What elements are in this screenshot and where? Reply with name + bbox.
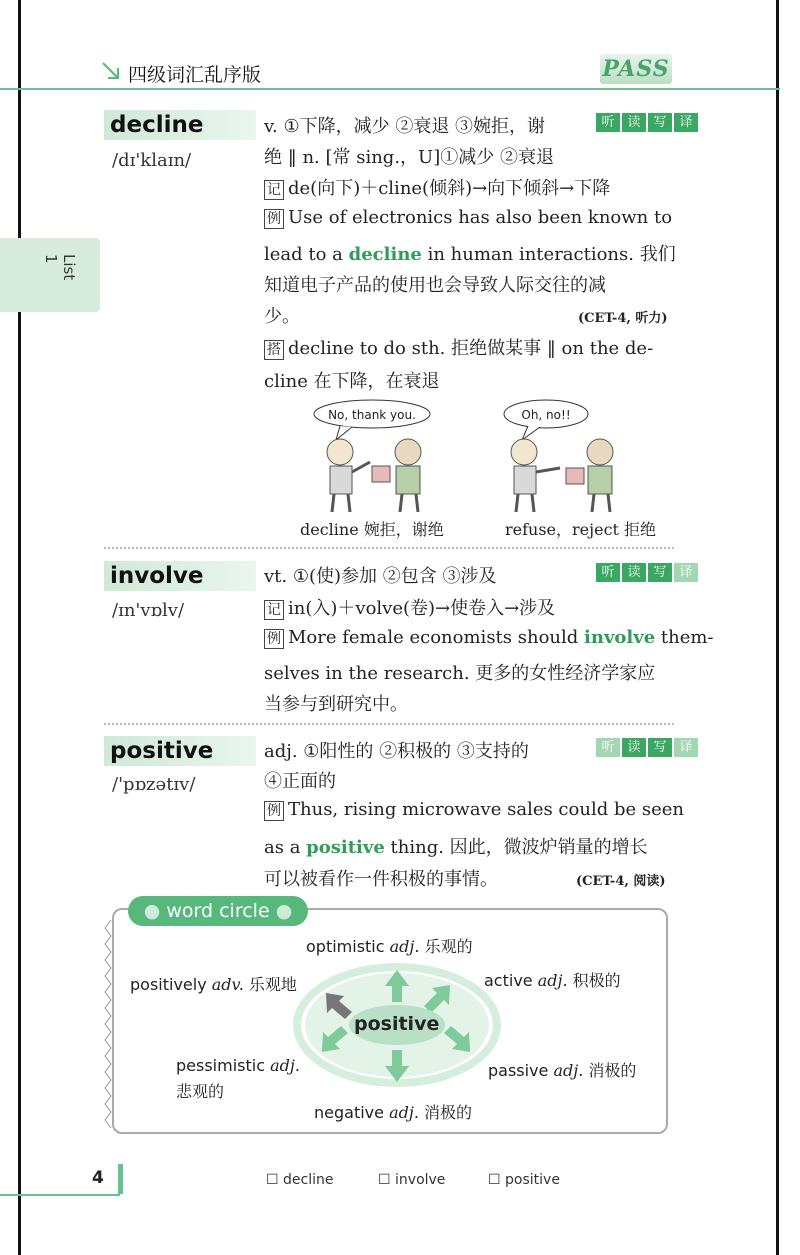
example-line: selves in the research. 更多的女性经济学家应: [264, 663, 656, 684]
example-badge: 例: [264, 801, 284, 821]
checklist-item[interactable]: ☐ decline: [266, 1172, 334, 1188]
speech-bubble-text: Oh, no!!: [521, 408, 571, 422]
header-rule: [0, 88, 780, 90]
phonetic-involve: /ɪn'vɒlv/: [112, 600, 185, 621]
collocation-line: cline 在下降，在衰退: [264, 371, 440, 392]
headword-involve: involve: [104, 561, 256, 591]
example-translation: 少。: [264, 306, 300, 327]
example-badge: 例: [264, 629, 284, 649]
skill-tags: [596, 563, 698, 582]
word-circle-title: ● word circle ●: [128, 896, 308, 926]
tag-listen: 听: [596, 738, 620, 757]
memory-badge: 记: [264, 180, 284, 200]
zigzag-border: [104, 920, 118, 1130]
tag-translate: 译: [674, 113, 698, 132]
related-word-passive: passive adj. 消极的: [488, 1061, 637, 1080]
keyword-highlight: positive: [306, 837, 385, 858]
collocation-line: 搭 decline to do sth. 拒绝做某事 ‖ on the de-: [264, 334, 653, 360]
example-translation: 可以被看作一件积极的事情。: [264, 869, 498, 890]
related-word-pessimistic-meaning: 悲观的: [176, 1082, 225, 1101]
footer-accent: [118, 1164, 123, 1194]
refuse-illustration: [488, 396, 632, 514]
checkbox-icon[interactable]: ☐: [488, 1172, 501, 1188]
checklist-item[interactable]: ☐ involve: [378, 1172, 446, 1188]
entry-divider: [104, 547, 674, 549]
example-translation: 知道电子产品的使用也会导致人际交往的减: [264, 275, 606, 296]
example-text: Use of electronics has also been known to: [288, 207, 673, 228]
memory-line: 记 in(入)＋volve(卷)→使卷入→涉及: [264, 594, 555, 620]
skill-tags: [596, 113, 698, 132]
pass-logo: PASS: [600, 54, 672, 84]
tag-write: 写: [648, 563, 672, 582]
example-line: 例 Thus, rising microwave sales could be seen: [264, 799, 684, 821]
example-line: 例 More female economists should involve them-: [264, 627, 714, 649]
memory-badge: 记: [264, 600, 284, 620]
checklist-item[interactable]: ☐ positive: [488, 1172, 560, 1188]
keyword-highlight: decline: [348, 244, 422, 265]
decline-illustration: [310, 396, 454, 514]
list-tab-label: List 1: [42, 254, 78, 281]
tag-listen: 听: [596, 113, 620, 132]
example-badge: 例: [264, 209, 284, 229]
collocation-badge: 搭: [264, 340, 284, 360]
tag-read: 读: [622, 563, 646, 582]
speech-bubble-text: No, thank you.: [328, 408, 416, 422]
illustration-caption: decline 婉拒，谢绝: [300, 520, 444, 539]
memory-line: [264, 174, 610, 200]
tag-translate: 译: [674, 738, 698, 757]
example-line: lead to a decline in human interactions. 我们: [264, 244, 676, 265]
related-word-active: active adj. 积极的: [484, 971, 621, 990]
example-line: [264, 207, 672, 229]
book-title: 四级词汇乱序版: [128, 64, 262, 86]
page-frame-right: [776, 0, 779, 1255]
skill-tags: [596, 738, 698, 757]
illustration-caption: refuse，reject 拒绝: [505, 520, 657, 539]
tag-write: 写: [648, 738, 672, 757]
checkbox-icon[interactable]: ☐: [266, 1172, 279, 1188]
keyword-highlight: involve: [584, 627, 656, 648]
related-word-positively: positively adv. 乐观地: [130, 975, 297, 994]
tag-read: 读: [622, 113, 646, 132]
page-frame-left: [18, 0, 21, 1255]
example-source: (CET-4, 阅读): [576, 874, 666, 889]
entry-divider: [104, 723, 674, 725]
headword-positive: positive: [104, 736, 256, 766]
definition-line: v. ①下降，减少 ②衰退 ③婉拒，谢: [264, 116, 546, 137]
memory-text: de(向下)＋cline(倾斜)→向下倾斜→下降: [288, 178, 611, 199]
definition-line: adj. ①阳性的 ②积极的 ③支持的: [264, 741, 529, 762]
tag-translate: 译: [674, 563, 698, 582]
related-word-optimistic: optimistic adj. 乐观的: [306, 937, 473, 956]
tag-write: 写: [648, 113, 672, 132]
definition-line: vt. ①(使)参加 ②包含 ③涉及: [264, 566, 497, 587]
corner-arrow-icon: [100, 60, 122, 82]
example-translation: 当参与到研究中。: [264, 694, 408, 715]
word-circle-center: positive: [354, 1013, 440, 1035]
footer-rule: [0, 1194, 120, 1196]
definition-line: 绝 ‖ n. [常 sing.，U]①减少 ②衰退: [264, 147, 554, 168]
tag-read: 读: [622, 738, 646, 757]
phonetic-positive: /'pɒzətɪv/: [112, 774, 196, 795]
phonetic-decline: /dɪ'klaɪn/: [112, 150, 192, 171]
checkbox-icon[interactable]: ☐: [378, 1172, 391, 1188]
related-word-negative: negative adj. 消极的: [314, 1103, 473, 1122]
example-source: (CET-4, 听力): [578, 311, 668, 326]
page-number: 4: [92, 1168, 104, 1188]
tag-listen: 听: [596, 563, 620, 582]
definition-line: ④正面的: [264, 771, 336, 792]
example-line: as a positive thing. 因此，微波炉销量的增长: [264, 837, 648, 858]
headword-decline: decline: [104, 110, 256, 140]
related-word-pessimistic: pessimistic adj.: [176, 1056, 300, 1075]
